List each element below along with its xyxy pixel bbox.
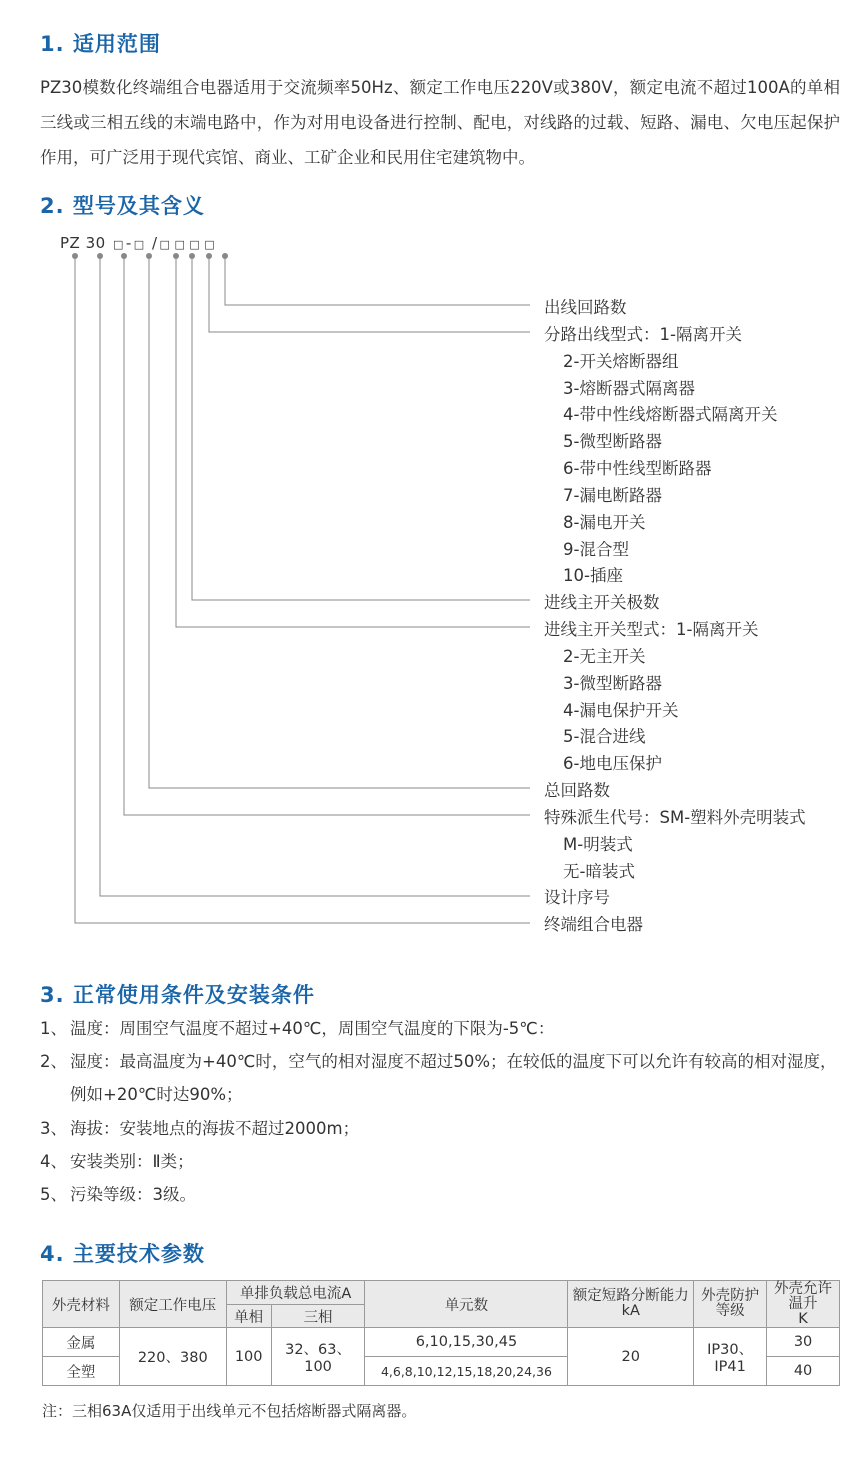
label-total-circuits: 总回路数 xyxy=(544,781,610,800)
header-current: 单排负载总电流A xyxy=(226,1281,365,1305)
header-single-phase: 单相 xyxy=(226,1305,271,1328)
condition-text: 温度：周围空气温度不超过+40℃，周围空气温度的下限为-5℃： xyxy=(70,1019,555,1038)
condition-item xyxy=(40,1112,850,1145)
model-slash: / xyxy=(151,234,158,252)
header-voltage: 额定工作电压 xyxy=(119,1281,226,1328)
leader-dot-main-switch-type xyxy=(173,253,179,259)
cell-material-metal: 金属 xyxy=(43,1328,120,1357)
section-4-title: 4. 主要技术参数 xyxy=(40,1242,205,1266)
section-1-title: 1. 适用范围 xyxy=(40,32,161,56)
leader-dot-design xyxy=(97,253,103,259)
leader-line-branch-type xyxy=(209,256,530,332)
condition-num: 1、 xyxy=(40,1019,67,1038)
label-branch-type-7: 7-漏电断路器 xyxy=(563,486,662,505)
condition-num: 3、 xyxy=(40,1119,67,1138)
cell-voltage: 220、380 xyxy=(119,1328,226,1386)
header-breaking-line2: kA xyxy=(621,1303,640,1319)
label-branch-type-3: 3-熔断器式隔离器 xyxy=(563,379,695,398)
leader-line-derivative xyxy=(124,256,530,815)
label-branch-type-9: 9-混合型 xyxy=(563,540,629,559)
condition-text: 湿度：最高温度为+40℃时，空气的相对湿度不超过50%；在较低的温度下可以允许有较高的相对湿度，例如+20℃时达90%； xyxy=(70,1052,837,1104)
cell-units-metal: 6,10,15,30,45 xyxy=(365,1328,568,1357)
header-units: 单元数 xyxy=(365,1281,568,1328)
leader-line-design xyxy=(100,256,530,896)
label-derivative-code: 特殊派生代号：SM-塑料外壳明装式 xyxy=(544,808,806,827)
table-note: 注：三相63A仅适用于出线单元不包括熔断器式隔离器。 xyxy=(42,1402,417,1420)
label-main-switch-type-5: 5-混合进线 xyxy=(563,727,646,746)
label-terminal-unit: 终端组合电器 xyxy=(544,915,643,934)
label-derivative-m: M-明装式 xyxy=(563,835,633,854)
label-derivative-none: 无-暗装式 xyxy=(563,862,635,881)
leader-line-main-switch-type xyxy=(176,256,530,627)
cell-temp-metal: 30 xyxy=(767,1328,840,1357)
label-main-switch-type-6: 6-地电压保护 xyxy=(563,754,662,773)
model-box-2: □ xyxy=(133,238,145,251)
leader-dot-total-circuits xyxy=(146,253,152,259)
label-branch-type-2: 2-开关熔断器组 xyxy=(563,352,679,371)
condition-text: 安装类别：Ⅱ类； xyxy=(70,1152,194,1171)
label-branch-type: 分路出线型式：1-隔离开关 xyxy=(544,325,742,344)
label-branch-type-5: 5-微型断路器 xyxy=(563,432,662,451)
condition-text: 海拔：安装地点的海拔不超过2000m； xyxy=(70,1119,360,1138)
model-box-1: □ xyxy=(112,238,124,251)
section-2-title: 2. 型号及其含义 xyxy=(40,194,205,218)
cell-single-phase: 100 xyxy=(226,1328,271,1386)
label-main-switch-type-4: 4-漏电保护开关 xyxy=(563,701,679,720)
label-branch-type-4: 4-带中性线熔断器式隔离开关 xyxy=(563,405,778,424)
model-box-3: □ xyxy=(159,238,171,251)
label-main-switch-type-2: 2-无主开关 xyxy=(563,647,646,666)
condition-num: 4、 xyxy=(40,1152,67,1171)
header-breaking-line1: 额定短路分断能力 xyxy=(572,1288,689,1304)
label-branch-type-6: 6-带中性线型断路器 xyxy=(563,459,712,478)
table-row xyxy=(43,1328,840,1357)
cell-material-plastic: 全塑 xyxy=(43,1357,120,1386)
label-main-switch-poles: 进线主开关极数 xyxy=(544,593,660,612)
leader-dot-outgoing xyxy=(222,253,228,259)
cell-units-plastic: 4,6,8,10,12,15,18,20,24,36 xyxy=(365,1357,568,1386)
label-branch-type-8: 8-漏电开关 xyxy=(563,513,646,532)
header-breaking xyxy=(568,1281,694,1328)
cell-three-phase: 32、63、100 xyxy=(271,1328,365,1386)
model-leader-diagram xyxy=(0,245,868,945)
header-three-phase: 三相 xyxy=(271,1305,365,1328)
header-protection-line2: 等级 xyxy=(715,1303,745,1319)
model-box-4: □ xyxy=(174,238,186,251)
model-box-6: □ xyxy=(204,238,216,251)
label-design-serial: 设计序号 xyxy=(544,888,610,907)
label-main-switch-type: 进线主开关型式：1-隔离开关 xyxy=(544,620,759,639)
leader-dot-branch-type xyxy=(206,253,212,259)
label-main-switch-type-3: 3-微型断路器 xyxy=(563,674,662,693)
spec-table xyxy=(42,1280,840,1386)
model-box-5: □ xyxy=(189,238,201,251)
condition-item xyxy=(40,1178,850,1211)
header-protection-line1: 外壳防护 xyxy=(701,1288,760,1304)
leader-dot-terminal xyxy=(72,253,78,259)
cell-temp-plastic: 40 xyxy=(767,1357,840,1386)
label-outgoing-circuits: 出线回路数 xyxy=(544,298,627,317)
leader-line-outgoing xyxy=(225,256,530,305)
leader-line-main-switch-poles xyxy=(192,256,530,600)
leader-dot-main-switch-poles xyxy=(189,253,195,259)
condition-item xyxy=(40,1012,850,1045)
condition-num: 5、 xyxy=(40,1185,67,1204)
condition-num: 2、 xyxy=(40,1052,67,1071)
label-branch-type-10: 10-插座 xyxy=(563,566,623,585)
model-prefix: PZ 30 xyxy=(60,234,106,252)
header-temp-rise-line2: K xyxy=(798,1310,808,1327)
header-temp-rise xyxy=(767,1281,840,1328)
leader-line-terminal xyxy=(75,256,530,923)
condition-item xyxy=(40,1045,850,1111)
leader-dot-derivative xyxy=(121,253,127,259)
leader-line-total-circuits xyxy=(149,256,530,788)
model-dash: - xyxy=(125,234,132,252)
header-temp-rise-line1: 外壳允许温升 xyxy=(774,1280,833,1312)
cell-breaking: 20 xyxy=(568,1328,694,1386)
header-material: 外壳材料 xyxy=(43,1281,120,1328)
section-3-title: 3. 正常使用条件及安装条件 xyxy=(40,983,315,1007)
condition-item xyxy=(40,1145,850,1178)
condition-text: 污染等级：3级。 xyxy=(70,1185,196,1204)
header-protection xyxy=(694,1281,767,1328)
section-1-body: PZ30模数化终端组合电器适用于交流频率50Hz、额定工作电压220V或380V，额定电流不超过100A的单相三线或三相五线的末端电路中，作为对用电设备进行控制、配电，对线路的过载、短路、漏电、欠电压起保护作用，可广泛用于现代宾馆、商业、工矿企业和民用住宅建筑物中。 xyxy=(40,78,840,167)
cell-protection: IP30、IP41 xyxy=(694,1328,767,1386)
